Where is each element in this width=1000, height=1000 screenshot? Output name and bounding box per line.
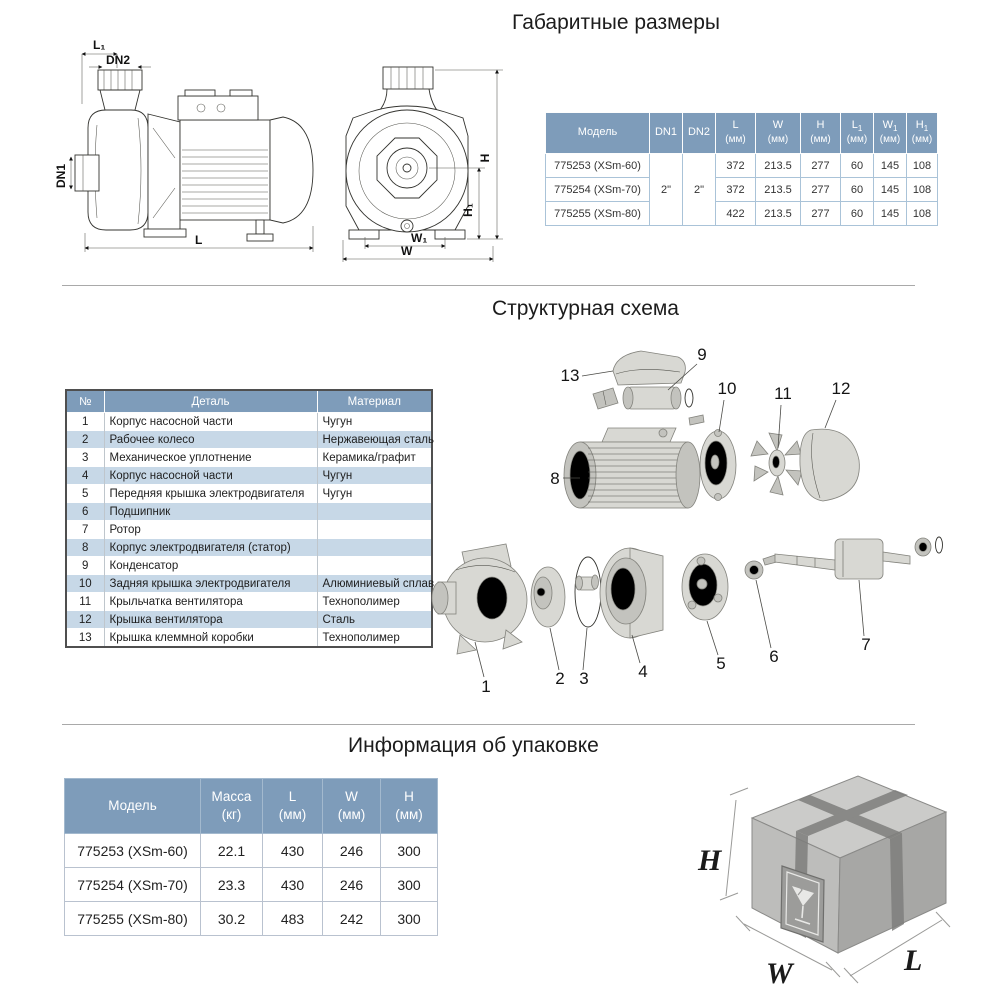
package-box-drawing (690, 748, 990, 998)
table-row: 13 Крышка клеммной коробки Технополимер (66, 629, 432, 648)
dim-table-header-row (546, 113, 938, 154)
dn2-value-cell: 2" (683, 154, 716, 226)
callout-4: 4 (638, 662, 648, 681)
fan-cover-shape (800, 429, 859, 501)
callout-12: 12 (831, 379, 851, 398)
section-title-packaging: Информация об упаковке (348, 734, 599, 757)
box-label-l: L (904, 944, 923, 977)
pack-col-mass: Масса (кг) (201, 779, 263, 834)
callout-3: 3 (579, 669, 589, 688)
packaging-table (64, 778, 438, 936)
dim-col-l1: $L_1$ (мм) (841, 113, 874, 154)
callout-8: 8 (550, 469, 560, 488)
table-row: 775254 (XSm-70) 372 213.5 277 60 145 108 (546, 178, 938, 202)
pack-col-h: H (мм) (381, 779, 438, 834)
table-row: 3 Механическое уплотнение Керамика/графит (66, 449, 432, 467)
section-title-structure: Структурная схема (492, 297, 679, 320)
dim-col-h1: $H_1$ (мм) (907, 113, 938, 154)
table-row: 775255 (XSm-80) 422 213.5 277 60 145 108 (546, 202, 938, 226)
dim-col-w1: $W_1$ (мм) (874, 113, 907, 154)
table-row: 8 Корпус электродвигателя (статор) (66, 539, 432, 557)
section-divider (62, 285, 915, 286)
table-row: 775253 (XSm-60) 22.1 430 246 300 (65, 834, 438, 868)
section-divider (62, 724, 915, 725)
parts-col-num: № (66, 390, 104, 413)
pack-col-l: L (мм) (263, 779, 323, 834)
callout-13: 13 (560, 366, 580, 385)
dim-label-dn1: DN1 (54, 163, 68, 189)
pack-col-w: W (мм) (323, 779, 381, 834)
dim-col-w: W (мм) (756, 113, 801, 154)
pack-col-model: Модель (65, 779, 201, 834)
dim-label-dn2: DN2 (106, 53, 131, 67)
parts-table (65, 389, 433, 648)
rotor-shape (763, 537, 943, 579)
table-row: 1 Корпус насосной части Чугун (66, 413, 432, 431)
table-row: 12 Крышка вентилятора Сталь (66, 611, 432, 629)
table-row: 10 Задняя крышка электродвигателя Алюминиевый сплав (66, 575, 432, 593)
table-row: 775254 (XSm-70) 23.3 430 246 300 (65, 868, 438, 902)
pump-casing-shape (432, 544, 527, 654)
dim-col-h: H (мм) (801, 113, 841, 154)
table-row: 7 Ротор (66, 521, 432, 539)
callout-2: 2 (555, 669, 565, 688)
dim-label-w1: W₁ (411, 231, 428, 245)
callout-7: 7 (861, 635, 871, 654)
table-row: 4 Корпус насосной части Чугун (66, 467, 432, 485)
exploded-view-diagram (430, 330, 955, 705)
table-row: 9 Конденсатор (66, 557, 432, 575)
table-row: 775253 (XSm-60) 2" 2" 372 213.5 277 60 145 108 (546, 154, 938, 178)
callout-9: 9 (697, 345, 707, 364)
callout-11: 11 (774, 384, 792, 403)
table-row: 5 Передняя крышка электродвигателя Чугун (66, 485, 432, 503)
dim-label-w: W (401, 244, 413, 258)
dim-label-h1: H₁ (461, 203, 475, 217)
parts-col-material: Материал (317, 390, 432, 413)
table-row: 11 Крыльчатка вентилятора Технополимер (66, 593, 432, 611)
pump-front-view-drawing (325, 40, 540, 280)
pack-table-header-row (65, 779, 438, 834)
table-row: 6 Подшипник (66, 503, 432, 521)
capacitor-shape (628, 387, 676, 409)
terminal-box-cover-shape (613, 351, 685, 385)
dimensions-table (545, 112, 938, 226)
dim-col-model: Модель (546, 113, 650, 154)
parts-col-part: Деталь (104, 390, 317, 413)
section-title-dimensions: Габаритные размеры (512, 11, 720, 34)
callout-1: 1 (481, 677, 491, 696)
parts-table-header-row (66, 390, 432, 413)
fan-impeller-shape (751, 433, 802, 495)
front-cover-shape (682, 554, 728, 620)
dim-label-l: L (195, 233, 203, 247)
callout-5: 5 (716, 654, 726, 673)
callout-6: 6 (769, 647, 779, 666)
casing-cover-shape (600, 548, 663, 638)
seal-ring-shape (575, 557, 601, 627)
table-row: 775255 (XSm-80) 30.2 483 242 300 (65, 902, 438, 936)
dim-label-h: H (478, 153, 492, 163)
dim-col-dn1: DN1 (650, 113, 683, 154)
dim-col-dn2: DN2 (683, 113, 716, 154)
fragile-label (781, 866, 824, 942)
box-label-w: W (766, 957, 793, 990)
callout-10: 10 (717, 379, 737, 398)
dim-label-l1: L₁ (93, 38, 106, 52)
dn1-value-cell: 2" (650, 154, 683, 226)
table-row: 2 Рабочее колесо Нержавеющая сталь (66, 431, 432, 449)
box-label-h: H (698, 844, 722, 877)
dim-col-l: L (мм) (716, 113, 756, 154)
